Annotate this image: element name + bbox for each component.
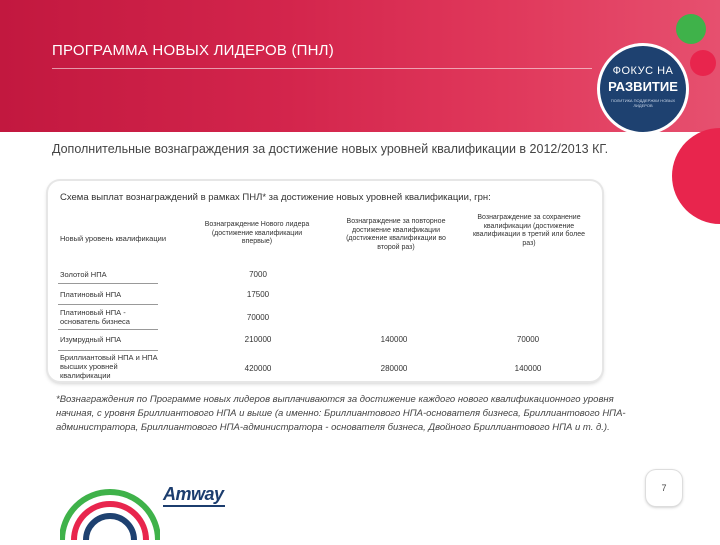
table-cell-second: 280000 (380, 364, 408, 373)
table-cell-third: 140000 (514, 364, 542, 373)
table-row-level: Бриллиантовый НПА и НПА высших уровней квалификации (60, 353, 158, 380)
table-row-level: Изумрудный НПА (60, 335, 122, 344)
table-cell-first: 210000 (244, 335, 272, 344)
header-level: Новый уровень квалификации (60, 234, 167, 243)
page-number: 7 (646, 470, 682, 506)
header-divider (52, 68, 592, 69)
red-circle-decoration (690, 50, 716, 76)
target-rings-icon (60, 470, 160, 545)
logo-line-2: РАЗВИТИЕ (608, 79, 678, 94)
row-divider (58, 350, 158, 351)
table-row-level: Платиновый НПА (60, 290, 122, 299)
amway-logo: Amway (163, 484, 224, 504)
table-title: Схема выплат вознаграждений в рамках ПНЛ* за достижение новых уровней квалификации, грн: (60, 192, 491, 203)
large-red-circle-decoration (672, 128, 720, 224)
rewards-table-panel (48, 181, 602, 381)
table-cell-second: 140000 (380, 335, 408, 344)
table-row-level: Платиновый НПА - основатель бизнеса (60, 308, 130, 326)
footnote: *Вознаграждения по Программе новых лидеров выплачиваются за достижение каждого нового квалификационного уровня начиная, с уровня Бриллиантового НПА и выше (а именно: Бриллиантового НПА-основателя бизнеса, Бриллиантового НПА-администратора, Бриллиантового НПА-администратора - основателя бизнеса, Двойного Бриллиантового НПА и т. д.). (56, 394, 626, 433)
logo-line-1: ФОКУС НА (612, 65, 674, 77)
logo-line-3: ПОЛИТИКА ПОДДЕРЖКИ НОВЫХ ЛИДЕРОВ (610, 98, 676, 108)
row-divider (58, 329, 158, 330)
green-circle-decoration (676, 14, 706, 44)
row-divider (58, 283, 158, 284)
focus-logo (600, 46, 686, 132)
table-cell-first: 70000 (246, 313, 270, 322)
header-first-time: Вознаграждение Нового лидера (достижение квалификации впервые) (204, 221, 310, 245)
table-row-level: Золотой НПА (60, 270, 107, 279)
table-cell-first: 7000 (249, 270, 267, 279)
header-second-time: Вознаграждение за повторное достижение квалификации (достижение квалификации во второй раз) (346, 218, 446, 251)
page-title: ПРОГРАММА НОВЫХ ЛИДЕРОВ (ПНЛ) (52, 42, 334, 59)
row-divider (58, 304, 158, 305)
section-subtitle: Дополнительные вознаграждения за достижение новых уровней квалификации в 2012/2013 КГ. (52, 142, 609, 156)
table-cell-first: 17500 (246, 290, 270, 299)
table-cell-third: 70000 (516, 335, 540, 344)
table-cell-first: 420000 (244, 364, 272, 373)
header-retention: Вознаграждение за сохранение квалификации (достижение квалификации в третий или более раз) (472, 214, 585, 247)
amway-logo-underline (163, 505, 225, 507)
